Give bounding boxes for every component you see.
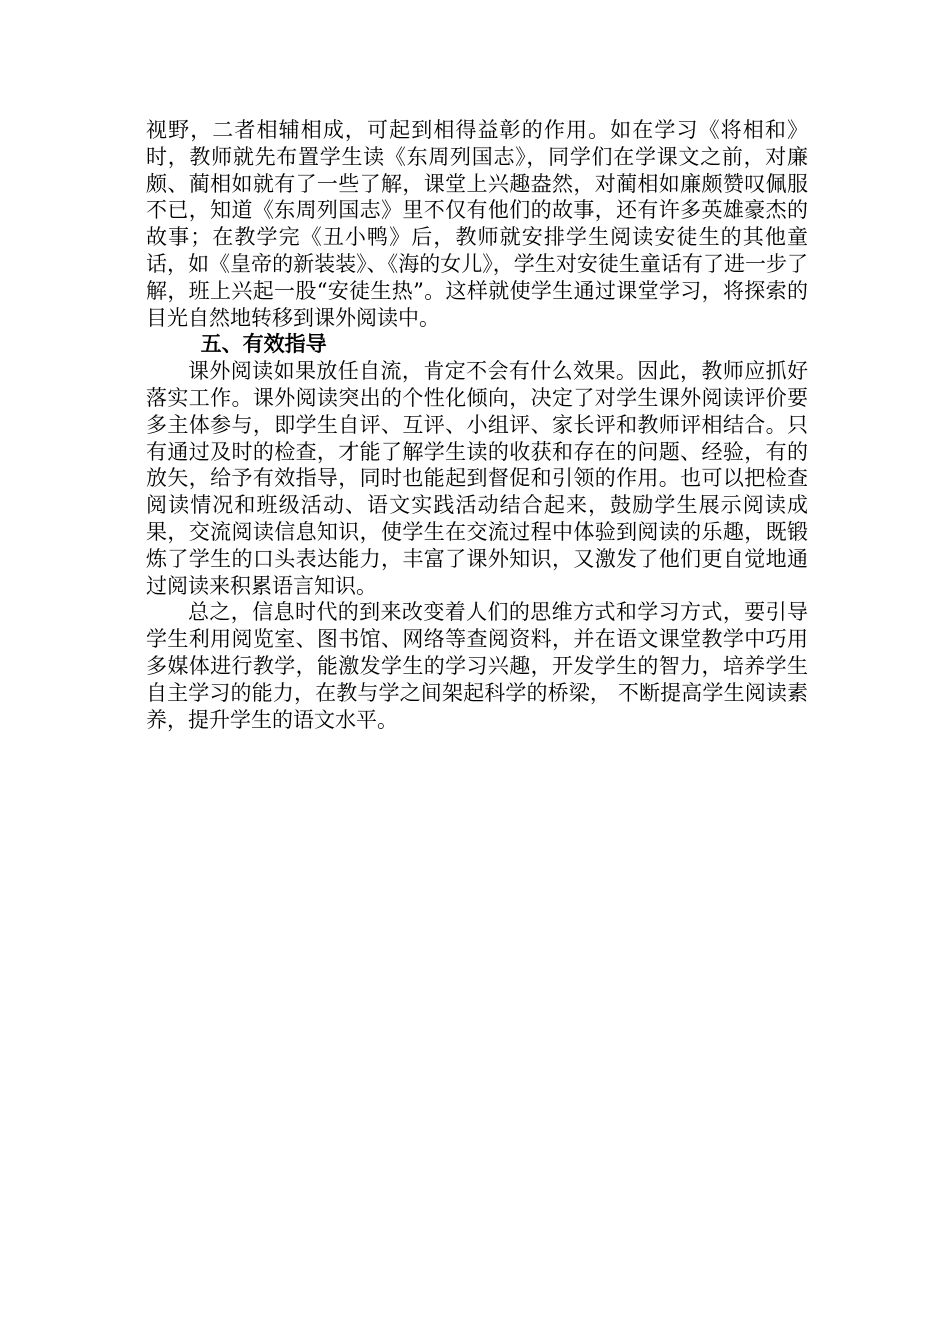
body-paragraph: 课外阅读如果放任自流，肯定不会有什么效果。因此，教师应抓好落实工作。课外阅读突出的个性化倾向，决定了对学生课外阅读评价要多主体参与，即学生自评、互评、小组评、家长评和教师评相结合。只有通过及时的检查，才能了解学生读的收获和存在的问题、经验，有的放矢，给予有效指导，同时也能起到督促和引领的作用。也可以把检查阅读情况和班级活动、语文实践活动结合起来，鼓励学生展示阅读成果，交流阅读信息知识，使学生在交流过程中体验到阅读的乐趣，既锻炼了学生的口头表达能力，丰富了课外知识，又激发了他们更自觉地通过阅读来积累语言知识。	[146, 359, 808, 598]
body-paragraph-continuation: 视野，二者相辅相成，可起到相得益彰的作用。如在学习《将相和》时，教师就先布置学生读《东周列国志》，同学们在学课文之前，对廉颇、蔺相如就有了一些了解，课堂上兴趣盎然，对蔺相如廉颇赞叹佩服不已，知道《东周列国志》里不仅有他们的故事，还有许多英雄豪杰的故事；在教学完《丑小鸭》后，教师就安排学生阅读安徒生的其他童话，如《皇帝的新装装》、《海的女儿》，学生对安徒生童话有了进一步了解，班上兴起一股“安徒生热”。这样就使学生通过课堂学习，将探索的目光自然地转移到课外阅读中。	[146, 118, 808, 330]
conclusion-paragraph: 总之，信息时代的到来改变着人们的思维方式和学习方式，要引导学生利用阅览室、图书馆、网络等查阅资料，并在语文课堂教学中巧用多媒体进行教学，能激发学生的学习兴趣，开发学生的智力，培养学生自主学习的能力，在教与学之间架起科学的桥梁， 不断提高学生阅读素养，提升学生的语文水平。	[146, 600, 808, 732]
document-body	[146, 117, 808, 733]
section-heading: 五、有效指导	[200, 332, 327, 357]
